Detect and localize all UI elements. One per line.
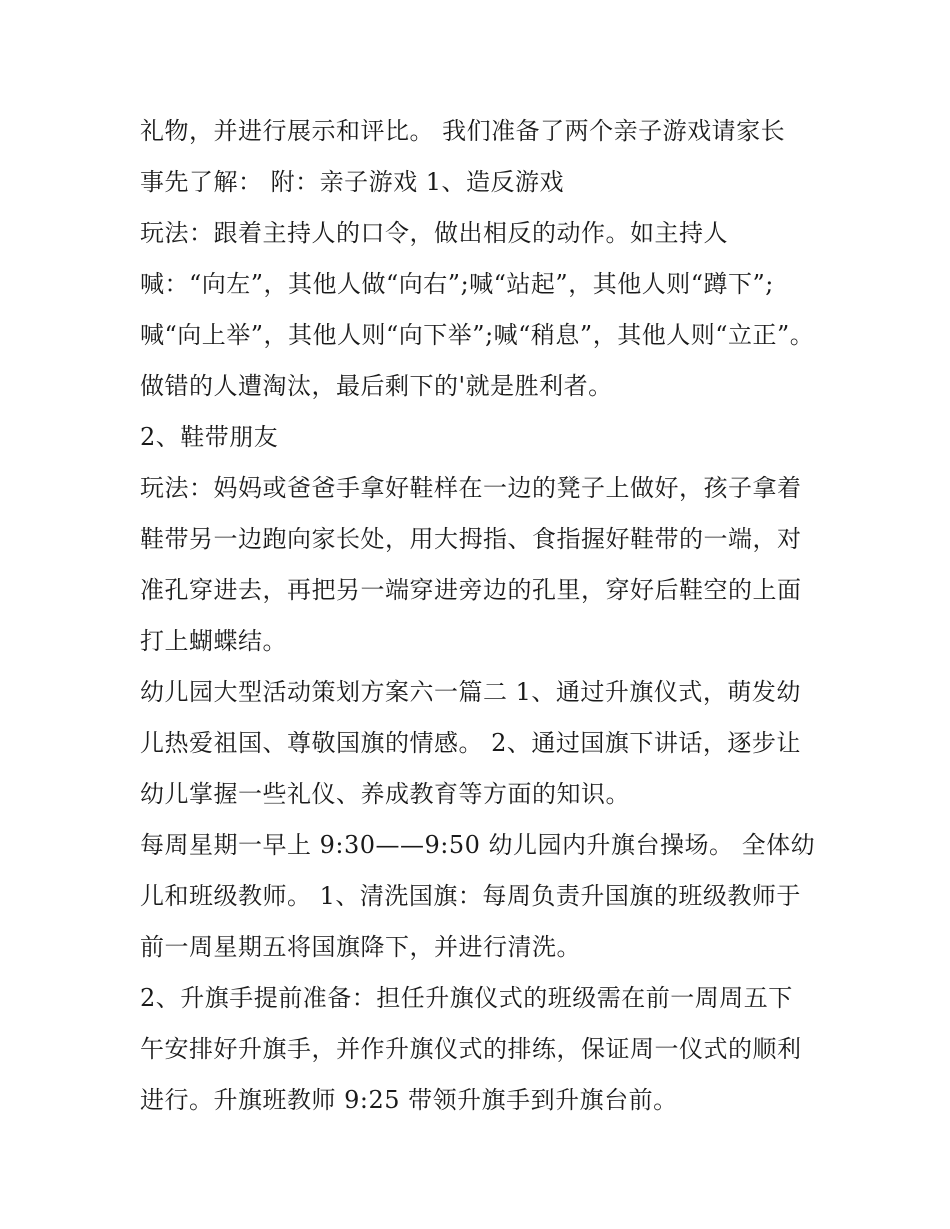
text-line: 喊：“向左”，其他人做“向右”;喊“站起”，其他人则“蹲下”; [140,270,774,298]
text-line: 幼儿园大型活动策划方案六一篇二 1、通过升旗仪式，萌发幼 [140,678,801,706]
text-line: 进行。升旗班教师 9:25 带领升旗手到升旗台前。 [140,1086,678,1114]
document-body [140,106,830,1126]
text-line: 礼物，并进行展示和评比。 我们准备了两个亲子游戏请家长 [140,117,786,145]
section-heading: 2、鞋带朋友 [140,423,279,451]
text-line: 2、升旗手提前准备：担任升旗仪式的班级需在前一周周五下 [140,984,793,1012]
text-line: 儿和班级教师。 1、清洗国旗：每周负责升国旗的班级教师于 [140,882,801,910]
text-line: 鞋带另一边跑向家长处，用大拇指、食指握好鞋带的一端，对 [140,525,802,553]
text-line: 准孔穿进去，再把另一端穿进旁边的孔里，穿好后鞋空的上面 [140,576,802,604]
text-line: 儿热爱祖国、尊敬国旗的情感。 2、通过国旗下讲话，逐步让 [140,729,801,757]
text-line: 做错的人遭淘汰，最后剩下的'就是胜利者。 [140,372,613,400]
text-line: 打上蝴蝶结。 [140,627,287,655]
text-line: 午安排好升旗手，并作升旗仪式的排练，保证周一仪式的顺利 [140,1035,802,1063]
text-line: 玩法：妈妈或爸爸手拿好鞋样在一边的凳子上做好，孩子拿着 [140,474,802,502]
text-line: 幼儿掌握一些礼仪、养成教育等方面的知识。 [140,780,630,808]
text-line: 每周星期一早上 9:30——9:50 幼儿园内升旗台操场。 全体幼 [140,831,816,859]
text-line: 事先了解： 附：亲子游戏 1、造反游戏 [140,168,565,196]
text-line: 喊“向上举”，其他人则“向下举”;喊“稍息”，其他人则“立正”。 [140,321,815,349]
text-line: 玩法：跟着主持人的口令，做出相反的动作。如主持人 [140,219,728,247]
text-line: 前一周星期五将国旗降下，并进行清洗。 [140,933,581,961]
